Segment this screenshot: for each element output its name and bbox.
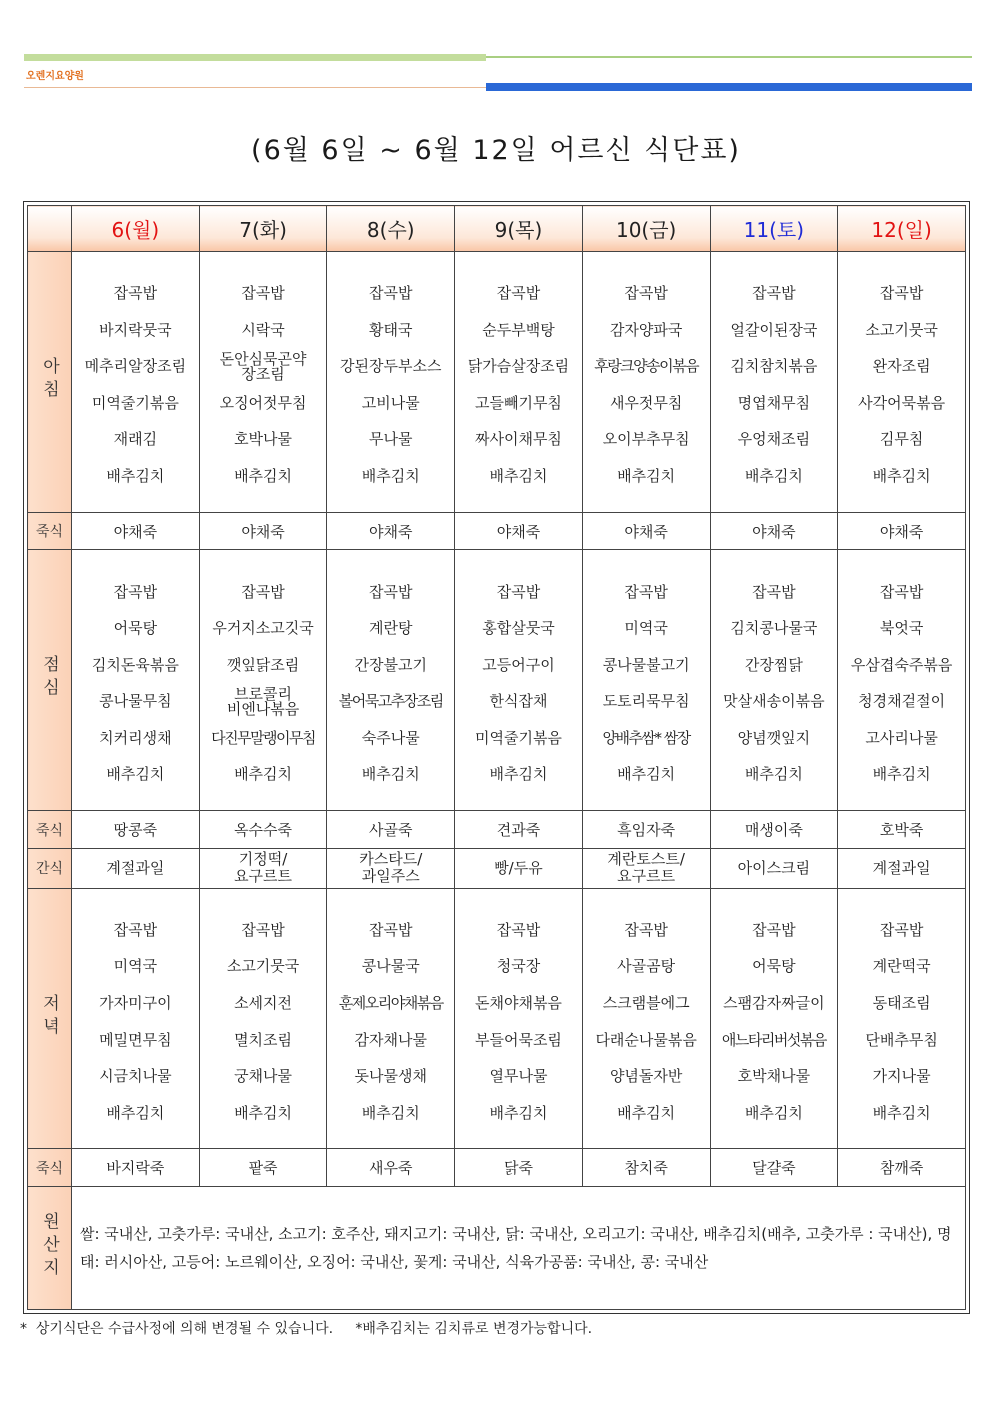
dish-item: 잡곡밥 — [113, 920, 158, 939]
dish-item: 스크램블에그 — [602, 994, 690, 1013]
single-cell: 새우죽 — [327, 1149, 455, 1187]
dish-item: 돈채야채볶음 — [474, 994, 562, 1013]
day-header: 11(토) — [710, 206, 838, 252]
dish-item: 잡곡밥 — [752, 920, 796, 939]
dish-item: 어묵탕 — [752, 957, 796, 976]
dish-item: 잡곡밥 — [879, 284, 924, 303]
header-bar-green-thin — [486, 56, 972, 58]
dish-item: 시락국 — [241, 320, 285, 339]
dish-item: 호박나물 — [234, 430, 293, 449]
dish-item: 김치콩나물국 — [730, 619, 818, 638]
dish-item: 잡곡밥 — [241, 284, 285, 303]
dish-item: 배추김치 — [234, 1103, 293, 1122]
dish-item: 멸치조림 — [234, 1030, 293, 1049]
day-header: 9(목) — [455, 206, 583, 252]
single-cell: 매생이죽 — [710, 811, 838, 849]
lunch-row — [28, 550, 966, 811]
single-cell: 야채죽 — [582, 512, 710, 550]
dish-item: 배추김치 — [361, 1103, 420, 1122]
day-header: 12(일) — [838, 206, 966, 252]
footer-note: * 상기식단은 수급사정에 의해 변경될 수 있습니다. *배추김치는 김치류로 변경가능합니다. — [20, 1321, 593, 1337]
dish-item: 애느타리버섯볶음 — [721, 1030, 826, 1049]
dish-item: 미역국 — [624, 619, 668, 638]
dish-item: 청국장 — [496, 957, 541, 976]
dish-item: 김치참치볶음 — [730, 357, 818, 376]
dish-item: 잡곡밥 — [113, 582, 158, 601]
header-bar-green — [24, 54, 486, 61]
dish-item: 배추김치 — [106, 765, 165, 784]
meal-cell — [199, 550, 327, 811]
meal-cell — [327, 888, 455, 1149]
dish-item: 황태국 — [369, 320, 413, 339]
dish-item: 잡곡밥 — [496, 284, 541, 303]
header-bar-line — [24, 87, 486, 88]
dish-item: 양념깻잎지 — [737, 728, 811, 747]
dish-item: 배추김치 — [106, 1103, 165, 1122]
dish-item: 무나물 — [369, 430, 413, 449]
meal-cell — [72, 550, 200, 811]
dish-item: 배추김치 — [234, 765, 293, 784]
single-cell: 빵/두유 — [455, 848, 583, 888]
dish-item: 잡곡밥 — [624, 920, 668, 939]
dish-item: 잡곡밥 — [113, 284, 158, 303]
origin-text: 쌀: 국내산, 고춧가루: 국내산, 소고기: 호주산, 돼지고기: 국내산, 닭: 국내산, 오리고기: 국내산, 배추김치(배추, 고춧가루 : 국내산), 명태: 러시아산, 고등어: 노르웨이산, 오징어: 국내산, 꽃게: 국내산, 식육가공품: 국내산, 콩: 국내산 — [72, 1187, 966, 1310]
single-cell: 사골죽 — [327, 811, 455, 849]
dish-item: 김무침 — [879, 430, 924, 449]
single-cell: 참치죽 — [582, 1149, 710, 1187]
dish-item: 단배추무침 — [865, 1030, 938, 1049]
dish-item: 돗나물생채 — [354, 1067, 427, 1086]
meal-cell — [582, 550, 710, 811]
meal-cell — [838, 252, 966, 513]
dish-item: 메추리알장조림 — [84, 357, 187, 376]
dish-item: 순두부백탕 — [482, 320, 555, 339]
origin-row — [28, 1187, 966, 1310]
dish-item: 우엉채조림 — [737, 430, 811, 449]
meal-cell — [455, 888, 583, 1149]
dish-item: 북엇국 — [879, 619, 924, 638]
dish-item: 치커리생채 — [99, 728, 172, 747]
dish-item: 메밀면무침 — [99, 1030, 172, 1049]
dish-item: 소고기뭇국 — [865, 320, 938, 339]
corner-cell — [28, 206, 72, 252]
dish-item: 배추김치 — [617, 467, 676, 486]
porridge-label: 죽식 — [28, 1149, 72, 1187]
dish-item: 배추김치 — [489, 765, 548, 784]
dish-item: 잡곡밥 — [752, 284, 796, 303]
dish-item: 배추김치 — [744, 467, 803, 486]
dish-item: 볼어묵고추장조림 — [338, 692, 443, 711]
dish-item: 배추김치 — [489, 467, 548, 486]
dish-item: 배추김치 — [744, 1103, 803, 1122]
single-cell: 흑임자죽 — [582, 811, 710, 849]
dish-item: 고비나물 — [361, 393, 420, 412]
meal-cell — [327, 550, 455, 811]
single-cell: 땅콩죽 — [72, 811, 200, 849]
dish-item: 간장찜닭 — [744, 655, 803, 674]
page-title: (6월 6일 ~ 6월 12일 어르신 식단표) — [251, 135, 741, 166]
meal-cell — [710, 550, 838, 811]
meal-cell — [327, 252, 455, 513]
dish-item: 깻잎닭조림 — [226, 655, 300, 674]
dish-item: 배추김치 — [489, 1103, 548, 1122]
meal-cell — [582, 252, 710, 513]
meal-cell — [582, 888, 710, 1149]
dish-item: 감자채나물 — [354, 1030, 427, 1049]
dish-item: 잡곡밥 — [241, 920, 285, 939]
org-name: 오렌지요양원 — [26, 71, 84, 82]
dish-item: 홍합살뭇국 — [482, 619, 555, 638]
single-cell: 야채죽 — [710, 512, 838, 550]
dish-item: 콩나물무침 — [99, 692, 172, 711]
dish-item: 부들어묵조림 — [474, 1030, 562, 1049]
dish-item: 맛살새송이볶음 — [723, 692, 825, 711]
day-header-row — [28, 206, 966, 252]
dish-item: 잡곡밥 — [879, 582, 924, 601]
single-cell: 카스타드/ 과일주스 — [327, 848, 455, 888]
dish-item: 가지나물 — [872, 1067, 931, 1086]
dish-item: 소고기뭇국 — [226, 957, 300, 976]
single-cell: 옥수수죽 — [199, 811, 327, 849]
dish-item: 사골곰탕 — [617, 957, 676, 976]
dish-item: 한식잡채 — [489, 692, 548, 711]
day-header: 6(월) — [72, 206, 200, 252]
single-cell: 야채죽 — [455, 512, 583, 550]
dish-item: 새우젓무침 — [609, 393, 683, 412]
dish-item: 다진무말랭이무침 — [211, 728, 316, 747]
dish-item: 배추김치 — [361, 765, 420, 784]
meal-cell — [455, 252, 583, 513]
dish-item: 강된장두부소스 — [340, 357, 442, 376]
dish-item: 잡곡밥 — [624, 284, 668, 303]
dish-item: 호박채나물 — [737, 1067, 811, 1086]
single-cell: 야채죽 — [199, 512, 327, 550]
dish-item: 시금치나물 — [99, 1067, 172, 1086]
single-cell: 호박죽 — [838, 811, 966, 849]
meal-cell — [199, 252, 327, 513]
dish-item: 잡곡밥 — [369, 284, 413, 303]
dish-item: 잡곡밥 — [496, 920, 541, 939]
dish-item: 궁채나물 — [234, 1067, 293, 1086]
meal-cell — [199, 888, 327, 1149]
dish-item: 간장불고기 — [354, 655, 427, 674]
dish-item: 다래순나물볶음 — [595, 1030, 697, 1049]
lunch-label: 점심 — [28, 550, 72, 811]
dish-item: 명엽채무침 — [737, 393, 811, 412]
meal-cell — [838, 888, 966, 1149]
meal-cell — [710, 252, 838, 513]
meal-cell — [72, 252, 200, 513]
dish-item: 잡곡밥 — [496, 582, 541, 601]
dish-item: 미역줄기볶음 — [91, 393, 179, 412]
dish-item: 잡곡밥 — [369, 582, 413, 601]
dish-item: 우삼겹숙주볶음 — [850, 655, 953, 674]
dish-item: 잡곡밥 — [624, 582, 668, 601]
dinner-row — [28, 888, 966, 1149]
dish-item: 배추김치 — [106, 467, 165, 486]
dish-item: 사각어묵볶음 — [858, 393, 946, 412]
dish-item: 미역줄기볶음 — [474, 728, 562, 747]
porridge-label: 죽식 — [28, 512, 72, 550]
day-header: 7(화) — [199, 206, 327, 252]
dish-item: 잡곡밥 — [752, 582, 796, 601]
single-cell: 바지락죽 — [72, 1149, 200, 1187]
meal-cell — [72, 888, 200, 1149]
dish-item: 배추김치 — [617, 765, 676, 784]
dish-item: 김치돈육볶음 — [91, 655, 179, 674]
dish-item: 고등어구이 — [482, 655, 555, 674]
dish-item: 배추김치 — [234, 467, 293, 486]
dish-item: 후랑크양송이볶음 — [594, 357, 699, 376]
single-cell: 야채죽 — [838, 512, 966, 550]
dish-item: 가자미구이 — [99, 994, 172, 1013]
dish-item: 잡곡밥 — [369, 920, 413, 939]
dish-item: 콩나물불고기 — [602, 655, 690, 674]
dish-item: 동태조림 — [872, 994, 931, 1013]
dish-item: 콩나물국 — [361, 957, 420, 976]
breakfast-row — [28, 252, 966, 513]
dish-item: 미역국 — [113, 957, 158, 976]
lunch-porridge-row — [28, 811, 966, 849]
dish-item: 감자양파국 — [609, 320, 683, 339]
dish-item: 우거지소고깃국 — [212, 619, 314, 638]
day-header: 10(금) — [582, 206, 710, 252]
single-cell: 팥죽 — [199, 1149, 327, 1187]
origin-label: 원산지 — [28, 1187, 72, 1310]
dish-item: 도토리묵무침 — [602, 692, 690, 711]
dish-item: 배추김치 — [872, 765, 931, 784]
dish-item: 잡곡밥 — [241, 582, 285, 601]
dish-item: 고사리나물 — [865, 728, 938, 747]
porridge-label: 죽식 — [28, 811, 72, 849]
dinner-porridge-row — [28, 1149, 966, 1187]
single-cell: 계란토스트/ 요구르트 — [582, 848, 710, 888]
dish-item: 배추김치 — [872, 1103, 931, 1122]
single-cell: 닭죽 — [455, 1149, 583, 1187]
dish-item: 오징어젓무침 — [219, 393, 307, 412]
single-cell: 달걀죽 — [710, 1149, 838, 1187]
dish-item: 얼갈이된장국 — [730, 320, 818, 339]
dish-item: 배추김치 — [744, 765, 803, 784]
breakfast-porridge-row — [28, 512, 966, 550]
single-cell: 야채죽 — [72, 512, 200, 550]
dish-item: 잡곡밥 — [879, 920, 924, 939]
breakfast-label: 아침 — [28, 252, 72, 513]
dish-item: 계란탕 — [369, 619, 413, 638]
dish-item: 오이부추무침 — [602, 430, 690, 449]
dish-item: 청경채겉절이 — [858, 692, 946, 711]
meal-cell — [710, 888, 838, 1149]
dish-item: 양념돌자반 — [609, 1067, 683, 1086]
dish-item: 바지락뭇국 — [99, 320, 172, 339]
dish-item: 완자조림 — [872, 357, 931, 376]
dish-item: 배추김치 — [617, 1103, 676, 1122]
dish-item: 닭가슴살장조림 — [467, 357, 570, 376]
dish-item: 계란떡국 — [872, 957, 931, 976]
dish-item: 양배추쌈* 쌈장 — [602, 728, 690, 747]
meal-cell — [455, 550, 583, 811]
dish-item: 숙주나물 — [361, 728, 420, 747]
dish-item: 브로콜리 비엔나볶음 — [226, 684, 300, 718]
dish-item: 어묵탕 — [113, 619, 158, 638]
snack-label: 간식 — [28, 848, 72, 888]
menu-table-frame — [23, 201, 970, 1314]
dinner-label: 저녁 — [28, 888, 72, 1149]
single-cell: 참깨죽 — [838, 1149, 966, 1187]
dish-item: 소세지전 — [234, 994, 293, 1013]
dish-item: 배추김치 — [872, 467, 931, 486]
dish-item: 고들빼기무침 — [474, 393, 562, 412]
dish-item: 훈제오리야채볶음 — [338, 994, 443, 1013]
dish-item: 스팸감자짜글이 — [723, 994, 825, 1013]
menu-table — [27, 205, 966, 1310]
snack-row — [28, 848, 966, 888]
dish-item: 열무나물 — [489, 1067, 548, 1086]
dish-item: 재래김 — [113, 430, 158, 449]
meal-cell — [838, 550, 966, 811]
day-header: 8(수) — [327, 206, 455, 252]
header-bar-blue — [486, 83, 972, 91]
single-cell: 기정떡/ 요구르트 — [199, 848, 327, 888]
single-cell: 계절과일 — [72, 848, 200, 888]
single-cell: 견과죽 — [455, 811, 583, 849]
dish-item: 짜사이채무침 — [474, 430, 562, 449]
dish-item: 배추김치 — [361, 467, 420, 486]
single-cell: 아이스크림 — [710, 848, 838, 888]
single-cell: 계절과일 — [838, 848, 966, 888]
dish-item: 돈안심묵곤약 장조림 — [219, 349, 307, 383]
single-cell: 야채죽 — [327, 512, 455, 550]
